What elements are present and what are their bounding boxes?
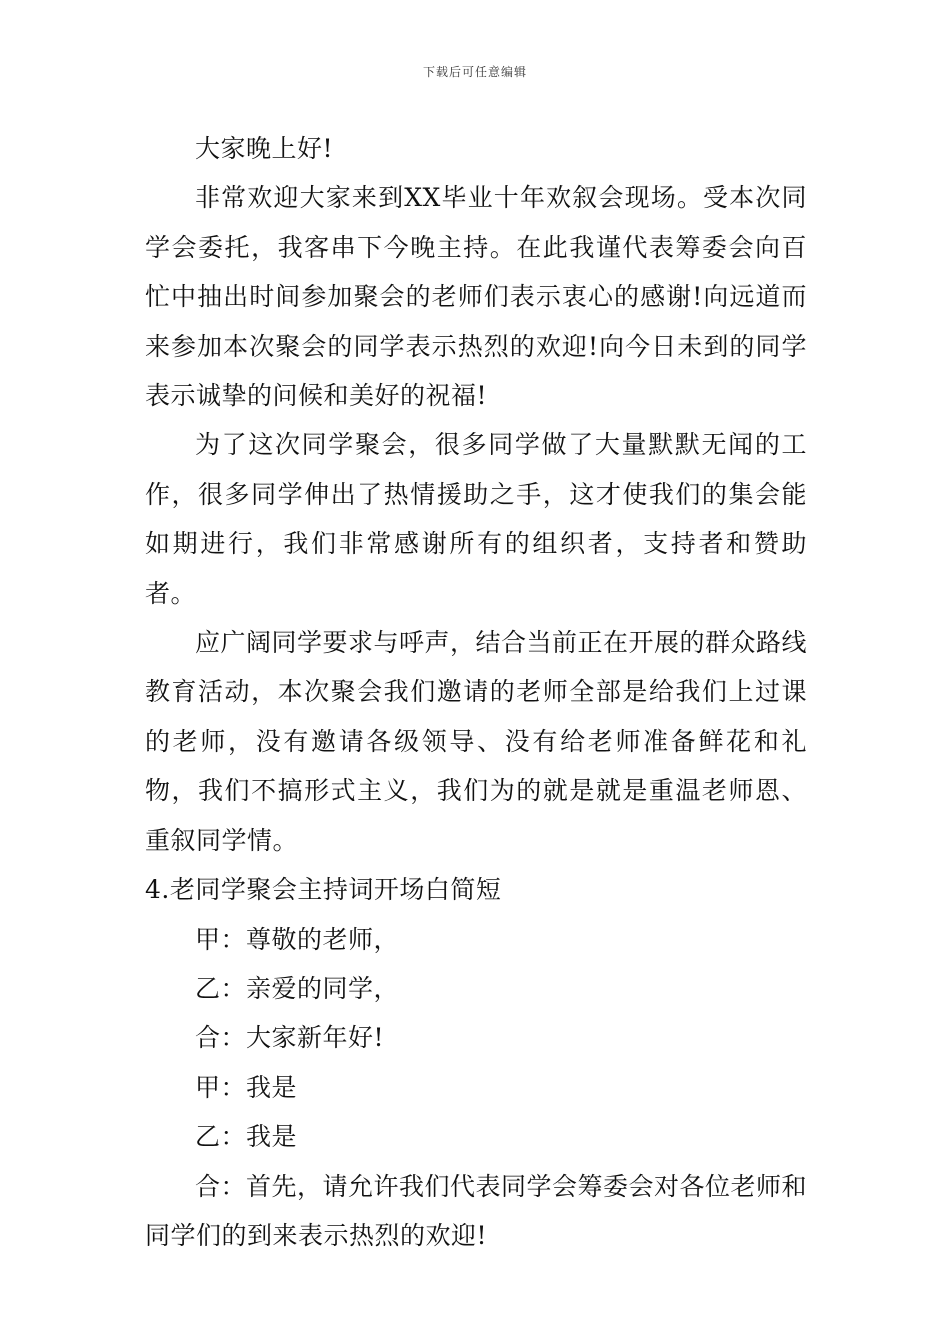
section-heading: 4.老同学聚会主持词开场白简短 (145, 875, 502, 905)
dialogue-line: 甲：我是 (195, 1072, 298, 1102)
dialogue-line: 乙：亲爱的同学， (195, 973, 400, 1003)
thanks-organizers-paragraph: 为了这次同学聚会，很多同学做了大量默默无闻的工作，很多同学伸出了热情援助之手，这才使我们的集会能如期进行，我们非常感谢所有的组织者，支持者和赞助者。 (145, 430, 807, 608)
dialogue-line: 合：首先，请允许我们代表同学会筹委会对各位老师和同学们的到来表示热烈的欢迎! (145, 1171, 808, 1250)
no-formalism-paragraph: 应广阔同学要求与呼声，结合当前正在开展的群众路线教育活动，本次聚会我们邀请的老师全部是给我们上过课的老师，没有邀请各级领导、没有给老师准备鲜花和礼物，我们不搞形式主义，我们为的就是就是重温老师恩、重叙同学情。 (145, 628, 808, 855)
welcome-paragraph: 非常欢迎大家来到XX毕业十年欢叙会现场。受本次同学会委托，我客串下今晚主持。在此我谨代表筹委会向百忙中抽出时间参加聚会的老师们表示衷心的感谢!向远道而来参加本次聚会的同学表示热烈的欢迎!向今日未到的同学表示诚挚的问候和美好的祝福! (145, 183, 807, 411)
dialogue-line: 合：大家新年好! (195, 1023, 385, 1053)
greeting-paragraph: 大家晚上好! (195, 134, 334, 163)
dialogue-line: 乙：我是 (195, 1122, 298, 1152)
dialogue-line: 甲：尊敬的老师， (195, 924, 400, 954)
document-body (145, 124, 807, 1260)
page-header: 下载后可任意编辑 (422, 65, 527, 79)
